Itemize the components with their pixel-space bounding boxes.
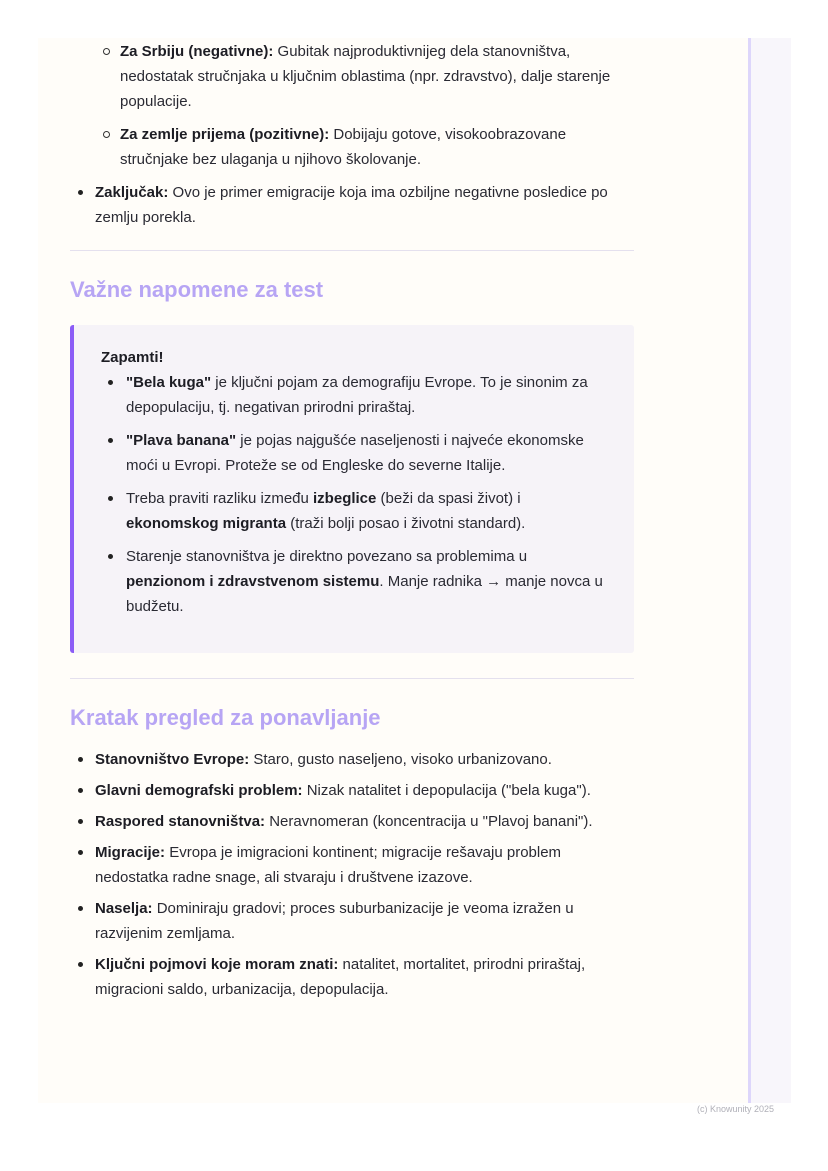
list-item-text: Treba praviti razliku između <box>126 490 314 507</box>
list-item <box>70 809 634 834</box>
copyright-footer: (c) Knowunity 2025 <box>696 1104 774 1114</box>
list-item-text: Staro, gusto naseljeno, visoko urbanizovano. <box>249 751 552 768</box>
bold-term: "Bela kuga" <box>126 374 212 391</box>
bold-term: Za zemlje prijema (pozitivne): <box>120 126 330 143</box>
list-item <box>101 486 608 536</box>
list-item <box>70 39 634 114</box>
list-item-text: (beži da spasi život) i <box>376 490 521 507</box>
bold-term: "Plava banana" <box>126 432 237 449</box>
list-item <box>70 747 634 772</box>
list-item-text: Starenje stanovništva je direktno povezano sa problemima u <box>126 548 528 565</box>
callout-title: Zapamti! <box>101 349 164 366</box>
list-item <box>70 122 634 172</box>
divider <box>70 250 634 251</box>
list-item-text: Gubitak najproduktivnijeg dela stanovništva, nedostatak stručnjaka u ključnim oblastima (npr. zdravstvo), dalje starenje populacije. <box>120 43 611 110</box>
remember-callout <box>70 325 634 653</box>
bold-term: Stanovništvo Evrope: <box>95 751 250 768</box>
bold-term: Migracije: <box>95 844 166 861</box>
section-heading-review: Kratak pregled za ponavljanje <box>70 705 381 730</box>
top-sublist <box>70 38 634 172</box>
top-list <box>70 180 634 230</box>
list-item-text: Neravnomeran (koncentracija u "Plavoj banani"). <box>265 813 593 830</box>
list-item <box>70 778 634 803</box>
list-item-text: Nizak natalitet i depopulacija ("bela kuga"). <box>302 782 591 799</box>
bold-term: penzionom i zdravstvenom sistemu <box>126 573 380 590</box>
bold-term: Ključni pojmovi koje moram znati: <box>95 956 339 973</box>
list-item <box>70 952 634 1002</box>
list-item-text: Dominiraju gradovi; proces suburbanizacije je veoma izražen u razvijenim zemljama. <box>95 900 574 942</box>
list-item-text: (traži bolji posao i životni standard). <box>286 515 526 532</box>
list-item-text: natalitet, mortalitet, prirodni priraštaj, migracioni saldo, urbanizacija, depopulacija. <box>95 956 586 998</box>
review-list <box>70 747 634 1002</box>
callout-list <box>101 370 608 619</box>
list-item <box>101 544 608 619</box>
list-item <box>101 370 608 420</box>
list-item-text: Dobijaju gotove, visokoobrazovane stručnjake bez ulaganja u njihovo školovanje. <box>120 126 567 168</box>
list-item-text: je pojas najgušće naseljenosti i najveće ekonomske moći u Evropi. Proteže se od Engleske do severne Italije. <box>126 432 584 474</box>
section-heading-notes: Važne napomene za test <box>70 277 324 302</box>
bold-term: Glavni demografski problem: <box>95 782 303 799</box>
list-item <box>101 428 608 478</box>
bold-term: Raspored stanovništva: <box>95 813 266 830</box>
list-item-text: je ključni pojam za demografiju Evrope. To je sinonim za depopulaciju, tj. negativan prirodni priraštaj. <box>126 374 588 416</box>
bold-term: ekonomskog migranta <box>126 515 287 532</box>
list-item <box>70 180 634 230</box>
list-item-text: . Manje radnika → manje novca u budžetu. <box>126 573 603 615</box>
bold-term: Naselja: <box>95 900 153 917</box>
divider <box>70 678 634 679</box>
bold-term: Zaključak: <box>95 184 169 201</box>
bold-term: izbeglice <box>313 490 377 507</box>
list-item <box>70 840 634 890</box>
list-item-text: Ovo je primer emigracije koja ima ozbiljne negativne posledice po zemlju porekla. <box>95 184 608 226</box>
document-content <box>70 38 634 1008</box>
list-item-text: Evropa je imigracioni kontinent; migracije rešavaju problem nedostatka radne snage, ali stvaraju i društvene izazove. <box>95 844 562 886</box>
bold-term: Za Srbiju (negativne): <box>120 43 274 60</box>
list-item <box>70 896 634 946</box>
side-panel <box>751 38 791 1103</box>
